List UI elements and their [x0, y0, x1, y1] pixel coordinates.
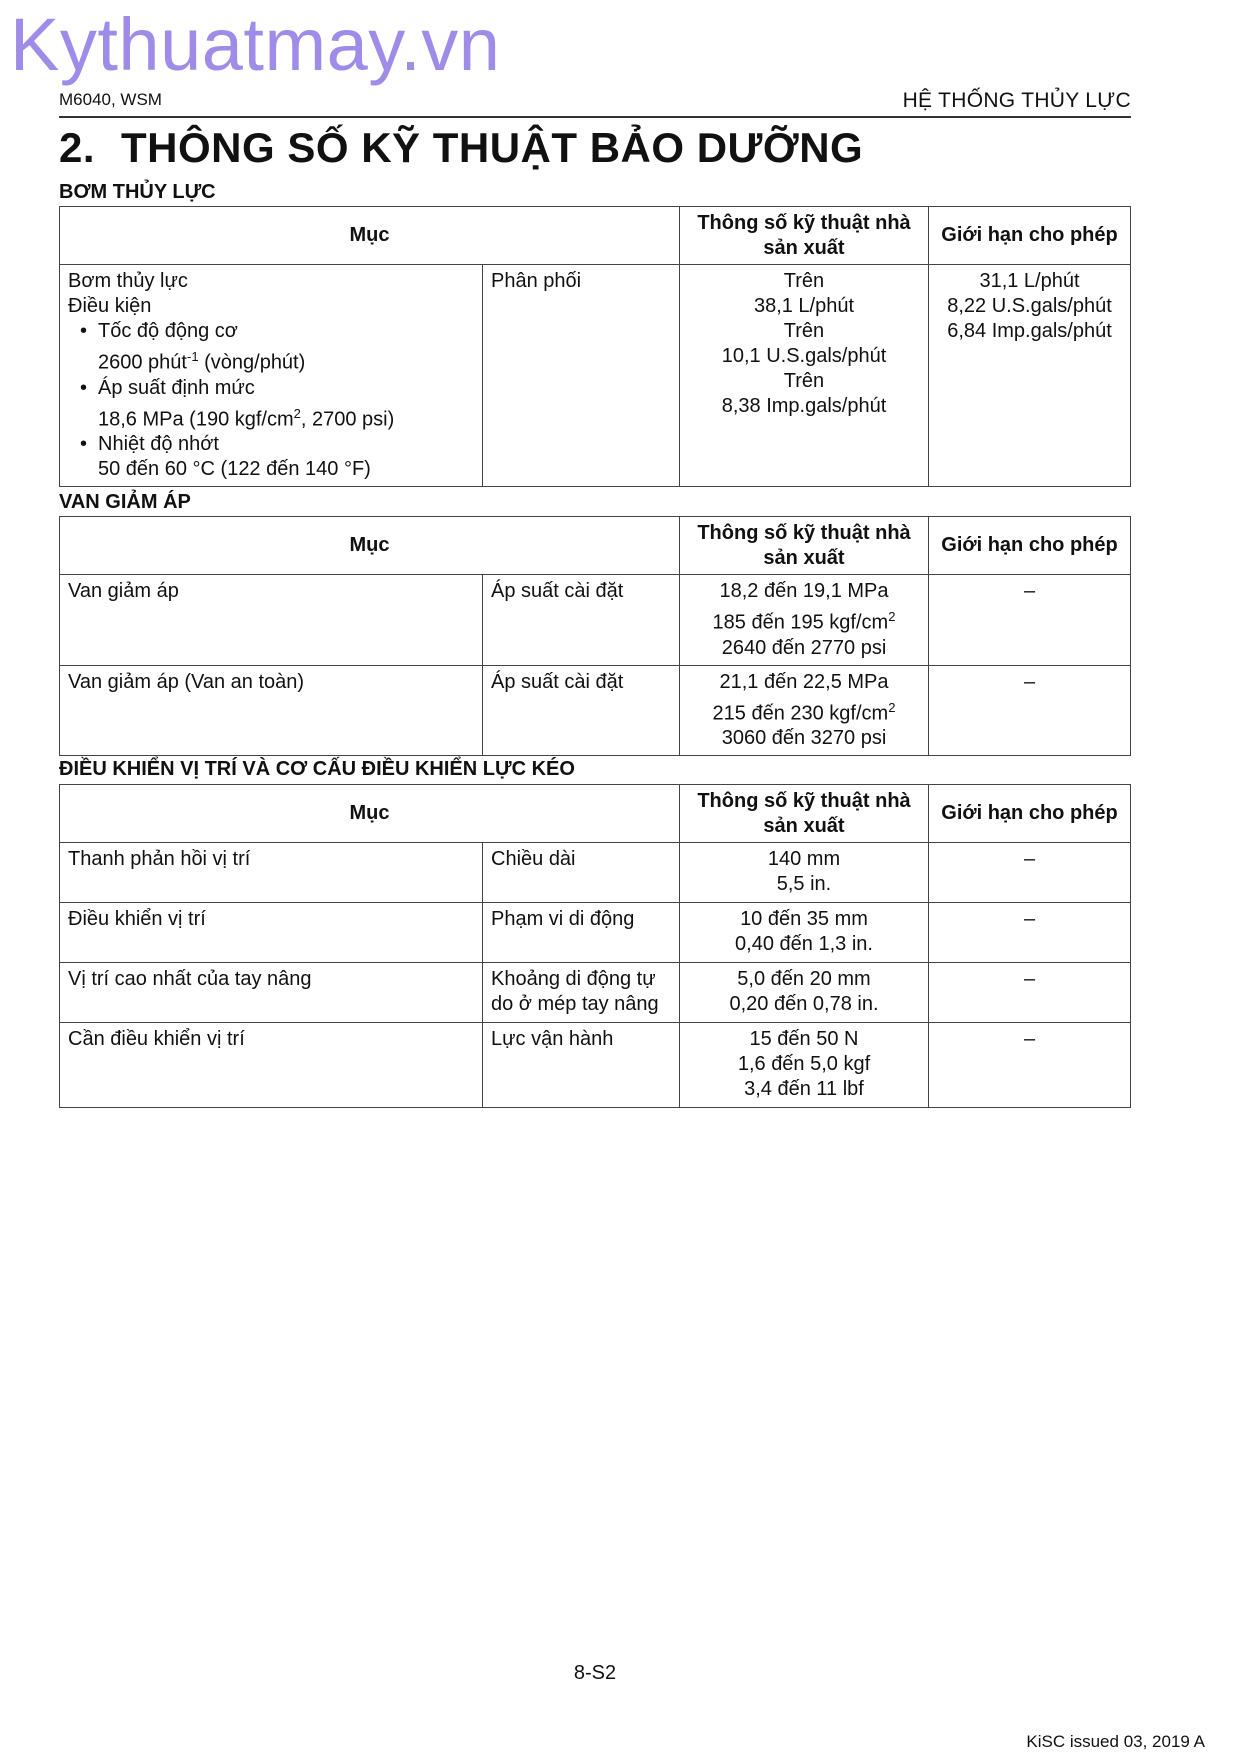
control-sub-cell: Lực vận hành [483, 1023, 680, 1108]
relief-spec-cell: 21,1 đến 22,5 MPa 215 đến 230 kgf/$cm^2$ 3060 đến 3270 psi [680, 665, 929, 756]
control-item-cell: Thanh phản hồi vị trí [60, 843, 483, 903]
col-limit: Giới hạn cho phép [929, 207, 1131, 265]
control-item-cell: Điều khiển vị trí [60, 903, 483, 963]
control-limit-cell: – [929, 963, 1131, 1023]
pump-item-line: Điều kiện [68, 295, 152, 317]
control-sub-cell: Chiều dài [483, 843, 680, 903]
control-spec-cell: 140 mm 5,5 in. [680, 843, 929, 903]
watermark: Kythuatmay.vn [10, 3, 501, 86]
page-title [59, 124, 863, 172]
pump-limit-cell: 31,1 L/phút 8,22 U.S.gals/phút 6,84 Imp.gals/phút [929, 265, 1131, 487]
header-chapter: HỆ THỐNG THỦY LỰC [902, 89, 1131, 112]
section-heading-pump: BƠM THỦY LỰC [59, 181, 216, 203]
col-item: Mục [60, 785, 680, 843]
table-header-row [60, 517, 1131, 575]
relief-limit-cell: – [929, 665, 1131, 756]
control-limit-cell: – [929, 903, 1131, 963]
relief-spec-cell: 18,2 đến 19,1 MPa 185 đến 195 kgf/$cm^2$ 2640 đến 2770 psi [680, 575, 929, 666]
condition-value: 2600 phút$^{-1}$ (vòng/phút) [98, 349, 306, 374]
pump-spec-cell: Trên 38,1 L/phút Trên 10,1 U.S.gals/phút Trên 8,38 Imp.gals/phút [680, 265, 929, 487]
col-item: Mục [60, 517, 680, 575]
control-spec-cell: 5,0 đến 20 mm 0,20 đến 0,78 in. [680, 963, 929, 1023]
condition-value: 18,6 MPa (190 kgf/$cm^2$, 2700 psi) [98, 405, 395, 431]
control-table [59, 784, 1131, 1108]
col-limit: Giới hạn cho phép [929, 785, 1131, 843]
relief-table [59, 516, 1131, 756]
col-item: Mục [60, 207, 680, 265]
header-rule [59, 116, 1131, 118]
table-row [60, 843, 1131, 903]
control-spec-cell: 15 đến 50 N 1,6 đến 5,0 kgf 3,4 đến 11 lbf [680, 1023, 929, 1108]
table-row [60, 1023, 1131, 1108]
relief-limit-cell: – [929, 575, 1131, 666]
page-number: 8-S2 [573, 1662, 617, 1684]
pump-item-line: Bơm thủy lực [68, 270, 188, 292]
control-limit-cell: – [929, 843, 1131, 903]
table-row [60, 903, 1131, 963]
relief-sub-cell: Áp suất cài đặt [483, 575, 680, 666]
control-item-cell: Cần điều khiển vị trí [60, 1023, 483, 1108]
section-heading-relief: VAN GIẢM ÁP [59, 491, 191, 513]
control-item-cell: Vị trí cao nhất của tay nâng [60, 963, 483, 1023]
table-header-row [60, 785, 1131, 843]
pump-sub-cell: Phân phối [483, 265, 680, 487]
col-spec: Thông số kỹ thuật nhà sản xuất [680, 517, 929, 575]
table-header-row [60, 207, 1131, 265]
relief-sub-cell: Áp suất cài đặt [483, 665, 680, 756]
condition-label: • Nhiệt độ nhớt [68, 432, 474, 457]
relief-item-cell: Van giảm áp (Van an toàn) [60, 665, 483, 756]
relief-item-cell: Van giảm áp [60, 575, 483, 666]
table-row [60, 575, 1131, 666]
table-row [60, 265, 1131, 487]
pump-item-cell [60, 265, 483, 487]
control-sub-cell: Phạm vi di động [483, 903, 680, 963]
table-row [60, 963, 1131, 1023]
section-heading-control: ĐIỀU KHIỂN VỊ TRÍ VÀ CƠ CẤU ĐIỀU KHIỂN LỰC KÉO [59, 758, 575, 780]
col-spec: Thông số kỹ thuật nhà sản xuất [680, 785, 929, 843]
footer-issue: KiSC issued 03, 2019 A [1026, 1732, 1205, 1751]
control-spec-cell: 10 đến 35 mm 0,40 đến 1,3 in. [680, 903, 929, 963]
title-number: 2. [59, 124, 96, 171]
control-sub-cell: Khoảng di động tự do ở mép tay nâng [483, 963, 680, 1023]
col-spec: Thông số kỹ thuật nhà sản xuất [680, 207, 929, 265]
col-limit: Giới hạn cho phép [929, 517, 1131, 575]
condition-value: 50 đến 60 °C (122 đến 140 °F) [98, 458, 371, 481]
table-row [60, 665, 1131, 756]
condition-label: • Áp suất định mức [68, 376, 474, 401]
pump-table [59, 206, 1131, 487]
control-limit-cell: – [929, 1023, 1131, 1108]
condition-label: • Tốc độ động cơ [68, 319, 474, 344]
title-text: THÔNG SỐ KỸ THUẬT BẢO DƯỠNG [121, 124, 864, 171]
header-model: M6040, WSM [59, 90, 162, 109]
